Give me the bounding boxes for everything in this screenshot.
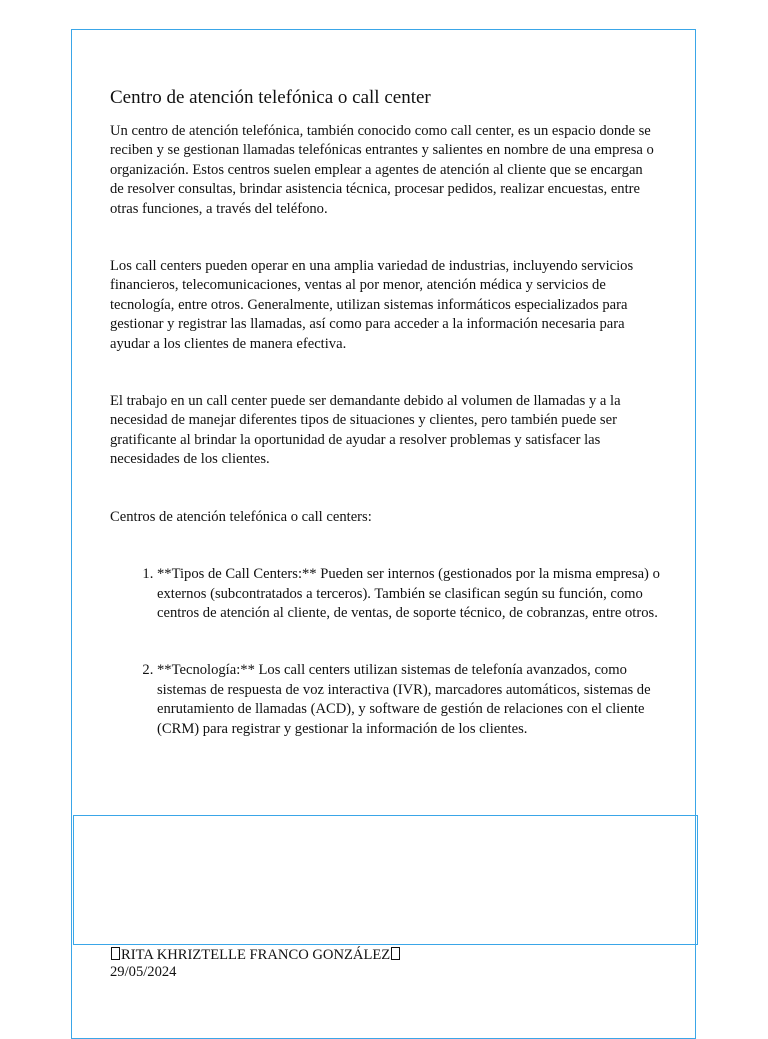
- paragraph-industries: Los call centers pueden operar en una amplia variedad de industrias, incluyendo servicios financieros, telecomunicaciones, ventas al por menor, atención médica y servicios de tecnología, entre otros. Generalmente, utilizan sistemas informáticos especializados para gestionar y registrar las llamadas, así como para acceder a la información necesaria para ayudar a los clientes de manera efectiva.: [110, 258, 634, 352]
- document-body: [110, 86, 660, 739]
- numbered-list: [110, 565, 660, 739]
- missing-glyph-icon: [391, 947, 400, 960]
- missing-glyph-icon: [111, 947, 120, 960]
- footer-author: RITA KHRIZTELLE FRANCO GONZÁLEZ: [121, 947, 391, 963]
- footer: [110, 947, 401, 981]
- footer-author-line: [110, 947, 401, 964]
- list-item: 1. **Tipos de Call Centers:** Pueden ser internos (gestionados por la misma empresa) o externos (subcontratados a terceros). También se clasifican según su función, como centros de atención al cliente, de ventas, de soporte técnico, de cobranzas, entre otros.: [157, 565, 660, 623]
- paragraph-list-heading: Centros de atención telefónica o call centers:: [110, 508, 372, 525]
- document-title: Centro de atención telefónica o call center: [110, 87, 431, 108]
- paragraph-intro: Un centro de atención telefónica, también conocido como call center, es un espacio donde se reciben y se gestionan llamadas telefónicas entrantes y salientes en nombre de una empresa o organización. Estos centros suelen emplear a agentes de atención al cliente que se encargan de resolver consultas, brindar asistencia técnica, procesar pedidos, realizar encuestas, entre otras funciones, a través del teléfono.: [110, 123, 654, 217]
- paragraph-work: El trabajo en un call center puede ser demandante debido al volumen de llamadas y a la necesidad de manejar diferentes tipos de situaciones y clientes, pero también puede ser gratificante al brindar la oportunidad de ayudar a resolver problemas y satisfacer las necesidades de los clientes.: [110, 393, 621, 468]
- list-item: 2. **Tecnología:** Los call centers utilizan sistemas de telefonía avanzados, como sistemas de respuesta de voz interactiva (IVR), marcadores automáticos, sistemas de enrutamiento de llamadas (ACD), y software de gestión de relaciones con el cliente (CRM) para registrar y gestionar la información de los clientes.: [157, 661, 660, 739]
- footer-date: 29/05/2024: [110, 964, 177, 980]
- footer-frame: [73, 815, 698, 945]
